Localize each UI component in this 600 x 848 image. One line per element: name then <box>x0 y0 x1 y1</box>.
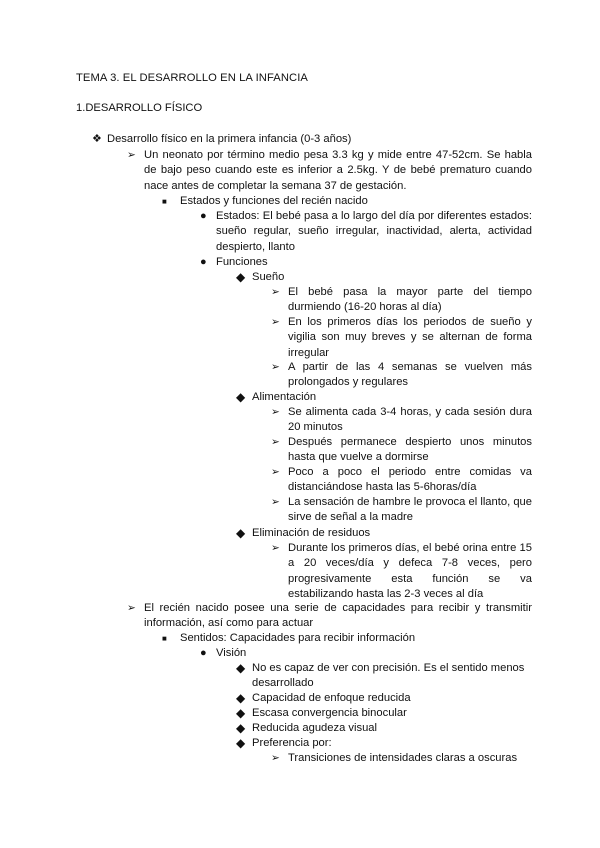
list-item: ◆ Eliminación de residuos <box>236 526 371 540</box>
list-item: ◆ Capacidad de enfoque reducida <box>236 691 411 705</box>
list-item: ■ Estados y funciones del recién nacido <box>162 194 532 209</box>
list-item: ➢ Después permanece despierto unos minutos hasta que vuelve a dormirse <box>271 435 532 466</box>
list-item: ➢ Durante los primeros días, el bebé orina entre 15 a 20 veces/día y defeca 7-8 veces, pero progresivamente esta función se va estabilizando hasta las 2-3 veces al día <box>271 541 532 602</box>
list-item: ◆ Preferencia por: <box>236 736 332 750</box>
diamond-bullet-icon: ◆ <box>236 526 246 540</box>
list-item: ❖ Desarrollo físico en la primera infancia (0-3 años) <box>92 132 532 147</box>
arrow-bullet-icon: ➢ <box>271 436 280 448</box>
list-item: ➢ El bebé pasa la mayor parte del tiempo durmiendo (16-20 horas al día) <box>271 285 532 316</box>
list-item: ➢ Se alimenta cada 3-4 horas, y cada sesión dura 20 minutos <box>271 405 532 436</box>
diamond-bullet-icon: ◆ <box>236 691 246 705</box>
diamond-bullet-icon: ◆ <box>236 661 246 675</box>
dot-bullet-icon: ● <box>200 256 207 268</box>
arrow-bullet-icon: ➢ <box>127 602 136 614</box>
list-item: ◆ Escasa convergencia binocular <box>236 706 407 720</box>
diamond-bullet-icon: ◆ <box>236 706 246 720</box>
arrow-bullet-icon: ➢ <box>271 361 280 373</box>
document-title: TEMA 3. EL DESARROLLO EN LA INFANCIA <box>76 72 308 84</box>
diamond-bullet-icon: ◆ <box>236 270 246 284</box>
arrow-bullet-icon: ➢ <box>271 286 280 298</box>
list-item: ◆ Reducida agudeza visual <box>236 721 378 735</box>
list-item: ➢ Transiciones de intensidades claras a oscuras <box>271 751 532 766</box>
list-item: ➢ Un neonato por término medio pesa 3.3 kg y mide entre 47-52cm. Se habla de bajo peso cuando este es inferior a 2.5kg. Y de bebé prematuro cuando nace antes de completar la semana 37 de gestación. <box>127 148 532 194</box>
bullet-icon: ❖ <box>92 133 102 145</box>
square-bullet-icon: ■ <box>162 197 167 206</box>
list-item: ◆ Alimentación <box>236 390 317 404</box>
square-bullet-icon: ■ <box>162 634 167 643</box>
arrow-bullet-icon: ➢ <box>127 149 136 161</box>
diamond-bullet-icon: ◆ <box>236 736 246 750</box>
list-item: ● Visión <box>200 646 532 661</box>
dot-bullet-icon: ● <box>200 210 207 222</box>
section-heading: 1.DESARROLLO FÍSICO <box>76 102 203 114</box>
arrow-bullet-icon: ➢ <box>271 496 280 508</box>
diamond-bullet-icon: ◆ <box>236 390 246 404</box>
list-item: ◆ Sueño <box>236 270 285 284</box>
list-item: ➢ La sensación de hambre le provoca el llanto, que sirve de señal a la madre <box>271 495 532 526</box>
arrow-bullet-icon: ➢ <box>271 316 280 328</box>
list-item: ◆ No es capaz de ver con precisión. Es el sentido menos desarrollado <box>236 661 532 692</box>
dot-bullet-icon: ● <box>200 647 207 659</box>
list-item: ➢ A partir de las 4 semanas se vuelven más prolongados y regulares <box>271 360 532 391</box>
arrow-bullet-icon: ➢ <box>271 466 280 478</box>
list-item: ➢ En los primeros días los periodos de sueño y vigilia son muy breves y se alternan de forma irregular <box>271 315 532 361</box>
arrow-bullet-icon: ➢ <box>271 542 280 554</box>
arrow-bullet-icon: ➢ <box>271 406 280 418</box>
list-item: ● Funciones <box>200 255 532 270</box>
list-item: ➢ El recién nacido posee una serie de capacidades para recibir y transmitir información, así como para actuar <box>127 601 532 632</box>
diamond-bullet-icon: ◆ <box>236 721 246 735</box>
arrow-bullet-icon: ➢ <box>271 752 280 764</box>
list-item: ● Estados: El bebé pasa a lo largo del día por diferentes estados: sueño regular, sueño irregular, inactividad, alerta, actividad despierto, llanto <box>200 209 532 255</box>
list-item: ➢ Poco a poco el periodo entre comidas va distanciándose hasta las 5-6horas/día <box>271 465 532 496</box>
list-item: ■ Sentidos: Capacidades para recibir información <box>162 631 532 646</box>
